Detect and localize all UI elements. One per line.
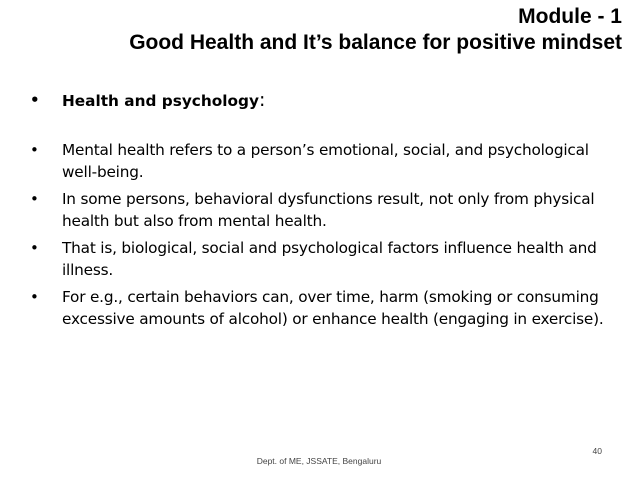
bullet-icon: • [30, 190, 39, 208]
topic-title: Good Health and It’s balance for positive mindset [129, 31, 622, 54]
bullet-icon: • [30, 141, 39, 159]
heading-text: Health and psychology [62, 92, 259, 110]
module-title: Module - 1 [518, 5, 622, 28]
list-item [28, 139, 618, 183]
bullet-icon: • [30, 288, 39, 306]
slide-title [10, 4, 622, 56]
bullet-text: In some persons, behavioral dysfunctions result, not only from physical health but also from mental health. [62, 190, 595, 230]
page-number: 40 [592, 446, 602, 456]
bullet-icon: • [30, 91, 40, 109]
bullet-list [28, 139, 618, 330]
list-item [28, 237, 618, 281]
list-item [28, 286, 618, 330]
section-heading [28, 88, 618, 113]
bullet-text: For e.g., certain behaviors can, over time, harm (smoking or consuming excessive amounts of alcohol) or enhance health (engaging in exercise). [62, 288, 604, 328]
list-item [28, 188, 618, 232]
footer-text: Dept. of ME, JSSATE, Bengaluru [256, 456, 382, 466]
bullet-icon: • [30, 239, 39, 257]
bullet-text: Mental health refers to a person’s emotional, social, and psychological well-being. [62, 141, 589, 181]
heading-colon: : [258, 89, 266, 111]
slide-content [28, 88, 618, 335]
bullet-text: That is, biological, social and psychological factors influence health and illness. [62, 239, 597, 279]
